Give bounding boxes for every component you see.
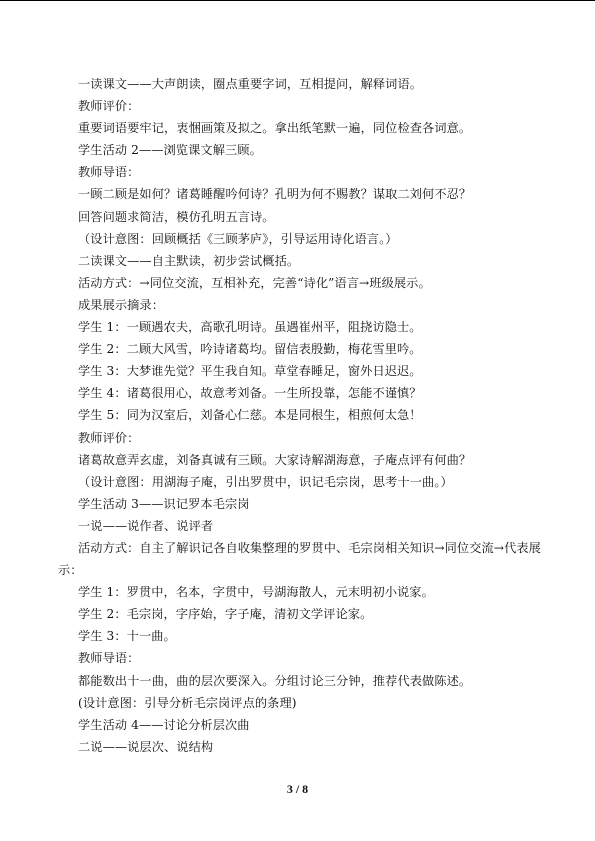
paragraph-line: 教师导语： — [78, 651, 140, 666]
paragraph-line: 活动方式：→同位交流，互相补充，完善“诗化”语言→班级展示。 — [78, 275, 431, 290]
paragraph-line: 活动方式：自主了解识记各自收集整理的罗贯中、毛宗岗相关知识→同位交流→代表展 — [78, 540, 541, 555]
paragraph-line: （设计意图：用湖海子庵，引出罗贯中，识记毛宗岗，思考十一曲。） — [78, 474, 453, 489]
paragraph-line: 学生 1：一顾遇农夫，高歌孔明诗。虽遇崔州平，阻挠访隐士。 — [78, 320, 422, 335]
paragraph-line: 学生 3：大梦谁先觉？平生我自知。草堂春睡足，窗外日迟迟。 — [78, 364, 422, 379]
paragraph-line: 学生 3：十一曲。 — [78, 629, 176, 644]
paragraph-line: 二读课文——自主默读，初步尝试概括。 — [78, 253, 300, 268]
paragraph-line: 学生 2：毛宗岗，字序始，字子庵，清初文学评论家。 — [78, 607, 373, 622]
paragraph-line: 学生 2：二顾大风雪，吟诗诸葛均。留信表殷勤，梅花雪里吟。 — [78, 342, 422, 357]
paragraph-line: 学生 4：诸葛很用心，故意考刘备。一生所投靠，怎能不谨慎？ — [78, 386, 422, 401]
page-top-rule — [0, 0, 595, 1]
paragraph-line: 二说——说层次、说结构 — [78, 739, 214, 754]
paragraph-line: 成果展示摘录： — [78, 297, 165, 312]
paragraph-line: 都能数出十一曲，曲的层次要深入。分组讨论三分钟，推荐代表做陈述。 — [78, 673, 472, 688]
paragraph-line: 教师评价： — [78, 430, 140, 445]
page-number: 3 / 8 — [286, 782, 309, 796]
paragraph-line: 一读课文——大声朗读，圈点重要字词，互相提问，解释词语。 — [78, 77, 423, 91]
paragraph-line: 一说——说作者、说评者 — [78, 518, 214, 533]
paragraph-line: 学生 1：罗贯中，名本，字贯中，号湖海散人，元末明初小说家。 — [78, 585, 434, 600]
paragraph-line: 诸葛故意弄玄虚，刘备真诚有三顾。大家诗解湖海意，子庵点评有何曲？ — [78, 452, 472, 467]
paragraph-line: (设计意图：引导分析毛宗岗评点的条理) — [78, 695, 297, 710]
paragraph-line: 学生 5：同为汉室后，刘备心仁慈。本是同根生，相煎何太急！ — [78, 408, 422, 423]
paragraph-line: 重要词语要牢记，衷悃画策及拟之。拿出纸笔默一遍，同位检查各词意。 — [78, 121, 472, 136]
paragraph-line-continuation: 示： — [58, 563, 83, 578]
paragraph-line: 学生活动 3——识记罗本毛宗岗 — [78, 496, 250, 511]
paragraph-line: 教师评价： — [78, 99, 140, 114]
paragraph-line: （设计意图：回顾概括《三顾茅庐》，引导运用诗化语言。） — [78, 231, 398, 246]
document-body — [58, 73, 541, 758]
paragraph-line: 学生活动 4——讨论分析层次曲 — [78, 717, 250, 732]
paragraph-line: 回答问题求简洁，模仿孔明五言诗。 — [78, 209, 275, 224]
paragraph-line: 学生活动 2——浏览课文解三顾。 — [78, 143, 262, 158]
paragraph-line: 教师导语： — [78, 165, 140, 180]
paragraph-line: 一顾二顾是如何？诸葛睡醒吟何诗？孔明为何不赐教？谋取二刘何不忍？ — [78, 187, 472, 202]
